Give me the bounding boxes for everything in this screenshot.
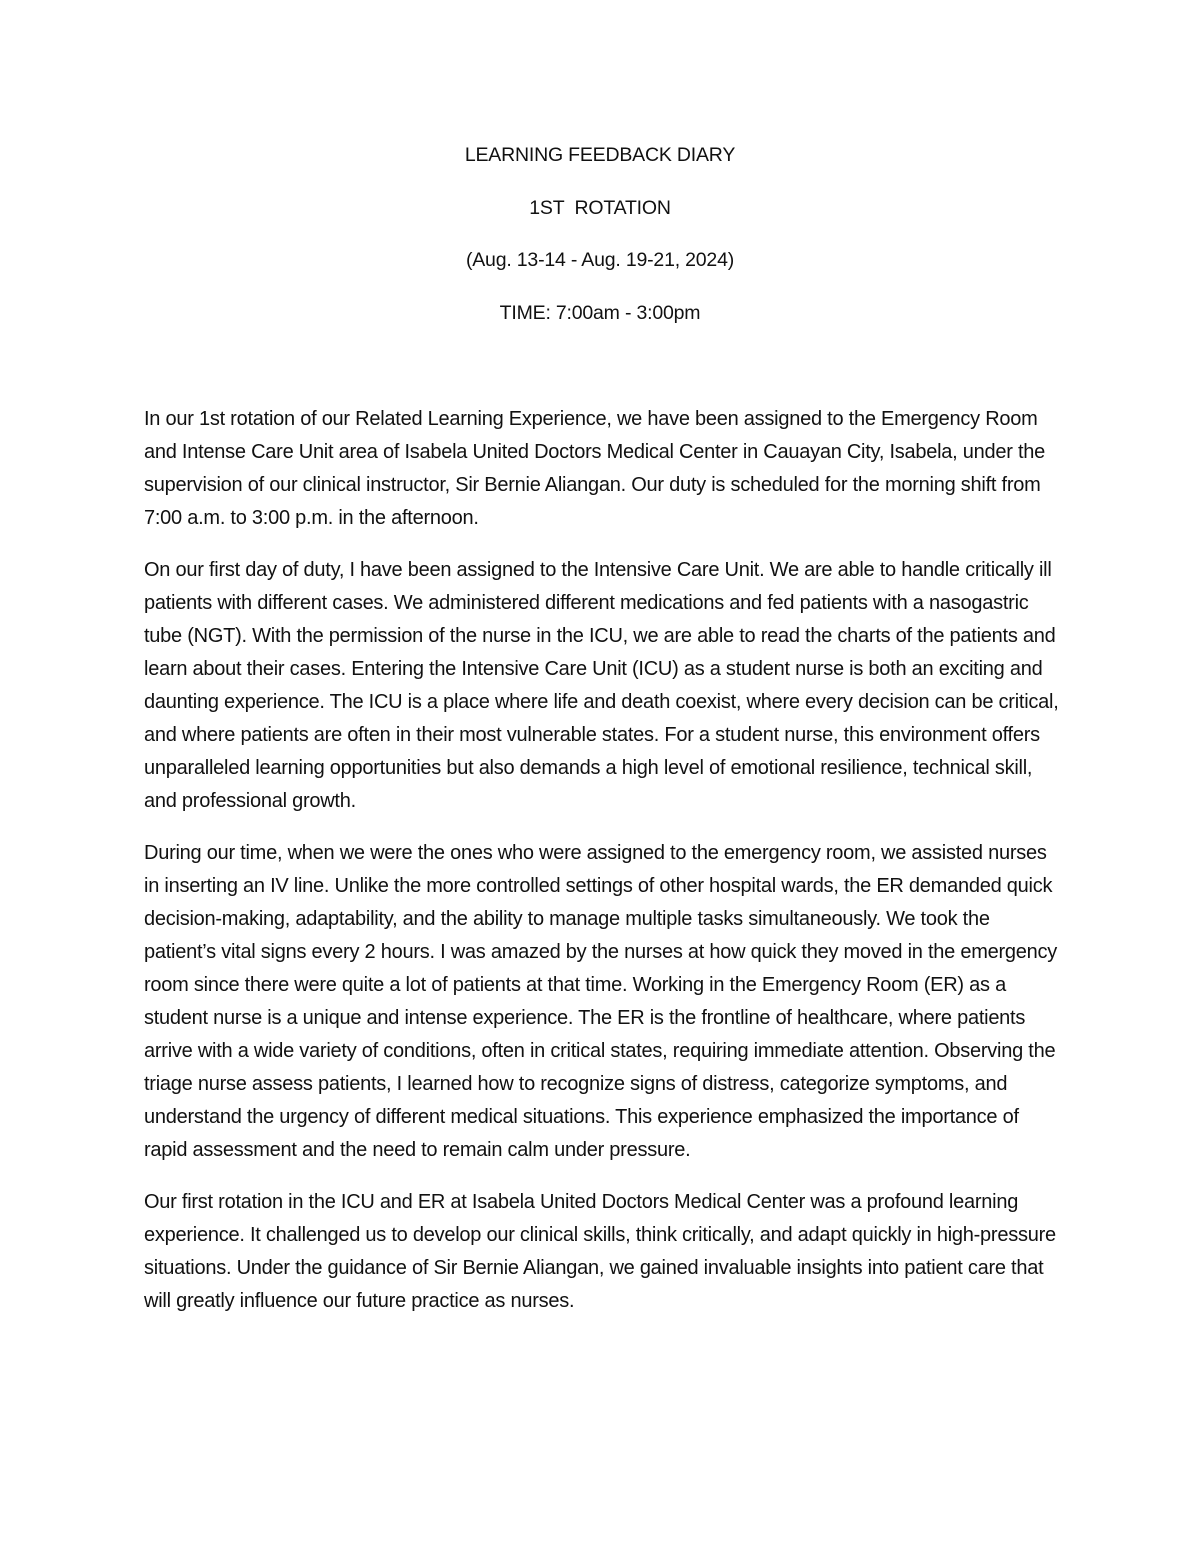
shift-time: TIME: 7:00am - 3:00pm [499,301,701,324]
paragraph-er-experience: During our time, when we were the ones who were assigned to the emergency room, we assisted nurses in inserting an IV line. Unlike the more controlled settings of other hospital wards, the ER demanded quick decision-making, adaptability, and the ability to manage multiple tasks simultaneously. We took the patient’s vital signs every 2 hours. I was amazed by the nurses at how quick they moved in the emergency room since there were quite a lot of patients at that time. Working in the Emergency Room (ER) as a student nurse is a unique and intense experience. The ER is the frontline of healthcare, where patients arrive with a wide variety of conditions, often in critical states, requiring immediate attention. Observing the triage nurse assess patients, I learned how to recognize signs of distress, categorize symptoms, and understand the urgency of different medical situations. This experience emphasized the importance of rapid assessment and the need to remain calm under pressure. [144,842,1058,1161]
document-header [0,142,1200,352]
date-range: (Aug. 13-14 - Aug. 19-21, 2024) [465,249,735,271]
paragraph-conclusion: Our first rotation in the ICU and ER at Isabela United Doctors Medical Center was a profound learning experience. It challenged us to develop our clinical skills, think critically, and adapt quickly in high-pressure situations. Under the guidance of Sir Bernie Aliangan, we gained invaluable insights into patient care that will greatly influence our future practice as nurses. [144,1191,1056,1312]
document-body [144,403,1064,1337]
document-title: LEARNING FEEDBACK DIARY [464,144,736,166]
paragraph-icu-experience: On our first day of duty, I have been assigned to the Intensive Care Unit. We are able to handle critically ill patients with different cases. We administered different medications and fed patients with a nasogastric tube (NGT). With the permission of the nurse in the ICU, we are able to read the charts of the patients and learn about their cases. Entering the Intensive Care Unit (ICU) as a student nurse is both an exciting and daunting experience. The ICU is a place where life and death coexist, where every decision can be critical, and where patients are often in their most vulnerable states. For a student nurse, this environment offers unparalleled learning opportunities but also demands a high level of emotional resilience, technical skill, and professional growth. [144,559,1059,812]
rotation-label: 1ST ROTATION [529,196,671,219]
paragraph-introduction: In our 1st rotation of our Related Learning Experience, we have been assigned to the Emergency Room and Intense Care Unit area of Isabela United Doctors Medical Center in Cauayan City, Isabela, under the supervision of our clinical instructor, Sir Bernie Aliangan. Our duty is scheduled for the morning shift from 7:00 a.m. to 3:00 p.m. in the afternoon. [144,408,1046,529]
